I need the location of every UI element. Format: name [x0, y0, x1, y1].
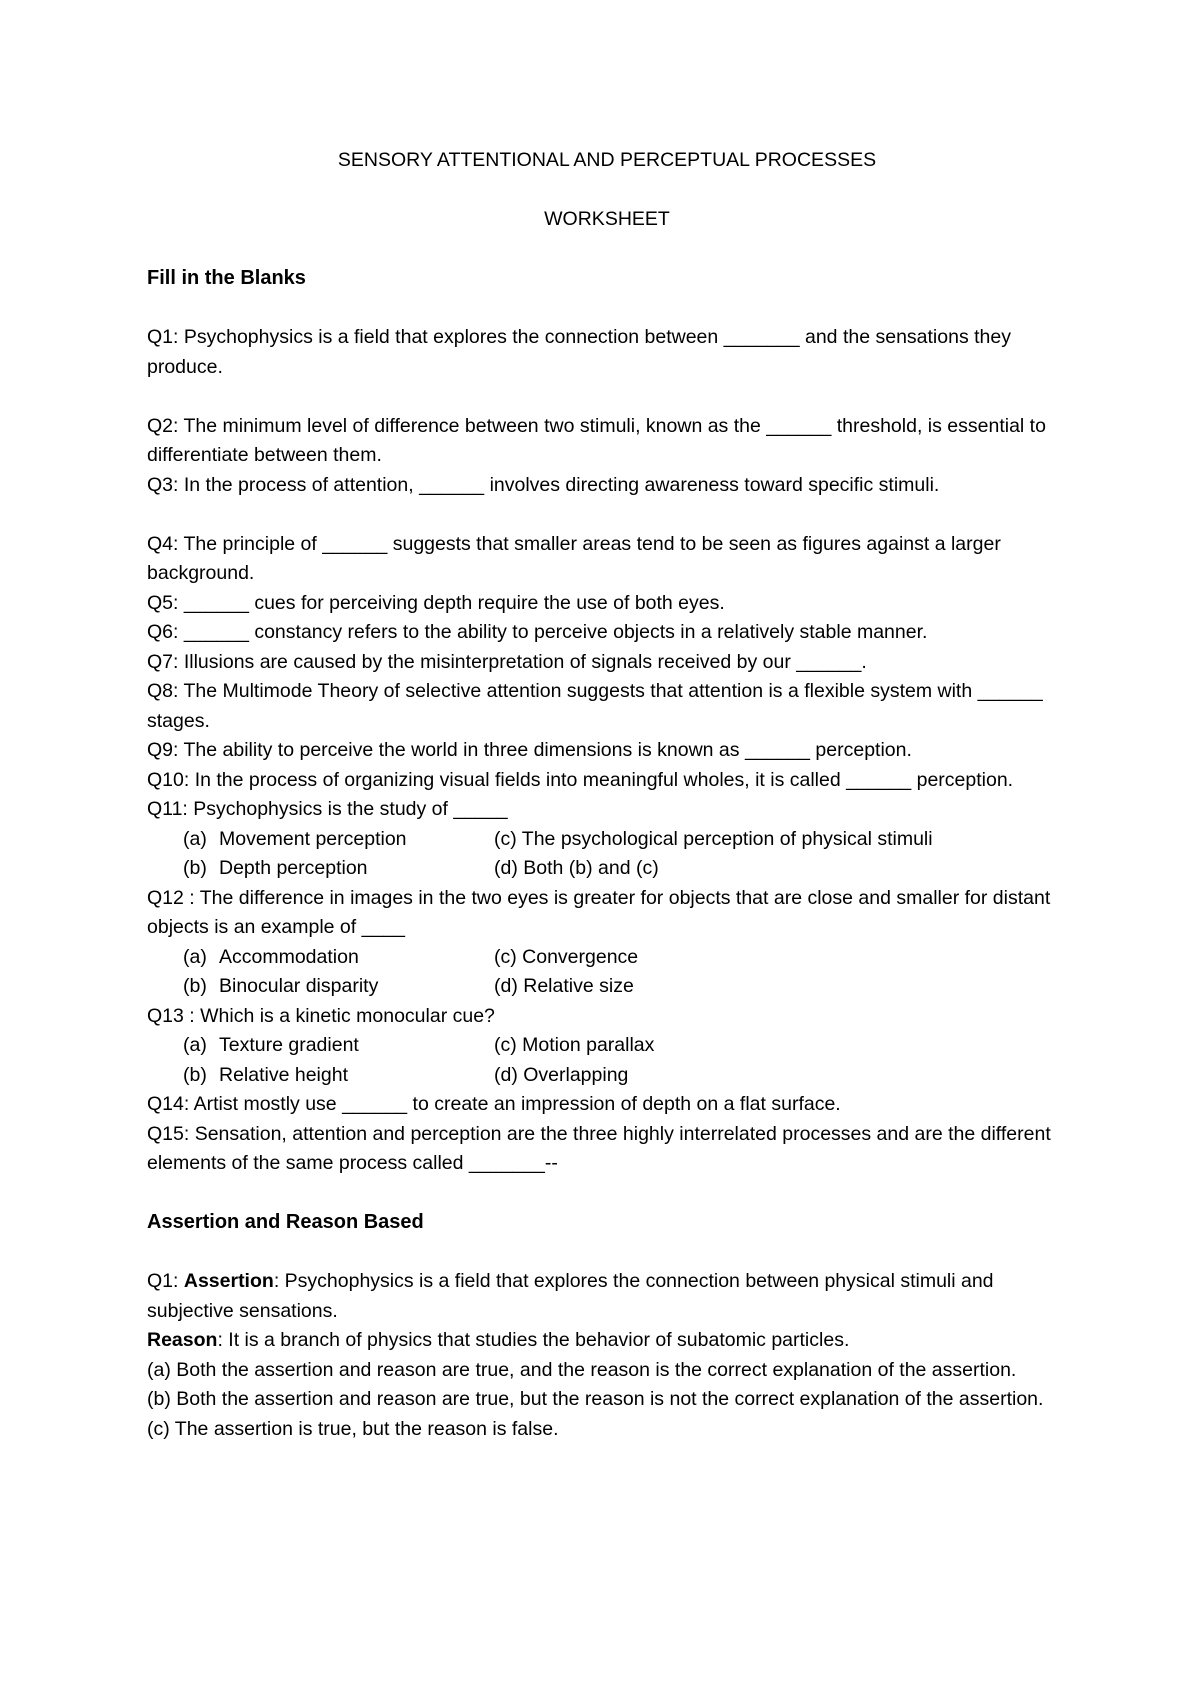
option-label: (b): [183, 857, 207, 879]
reason-label: Reason: [147, 1329, 218, 1351]
option-label: (b): [183, 975, 207, 997]
option-label: (b): [183, 1063, 207, 1086]
q12-options: [183, 943, 1067, 1002]
question-q7: Q7: Illusions are caused by the misinterpretation of signals received by our ______.: [147, 650, 867, 673]
question-q2: Q2: The minimum level of difference between two stimuli, known as the ______ threshold, is essential to differentiate between them.: [147, 414, 1046, 466]
option-label: (a): [183, 827, 207, 850]
option-d: (d) Relative size: [494, 975, 634, 997]
question-q9: Q9: The ability to perceive the world in three dimensions is known as ______ perception.: [147, 739, 912, 761]
option-d: (d) Overlapping: [494, 1063, 629, 1086]
question-q8: Q8: The Multimode Theory of selective attention suggests that attention is a flexible system with ______ stages.: [147, 680, 1043, 732]
section-heading-assertion-reason: Assertion and Reason Based: [147, 1211, 424, 1233]
question-q15: Q15: Sensation, attention and perception are the three highly interrelated processes and are the different elements of the same process called _______--: [147, 1122, 1051, 1174]
ar-option-c: (c) The assertion is true, but the reason is false.: [147, 1417, 559, 1440]
option-c: (c) Convergence: [494, 945, 639, 968]
ar-option-b: (b) Both the assertion and reason are true, but the reason is not the correct explanation of the assertion.: [147, 1388, 1044, 1410]
question-q12: Q12 : The difference in images in the two eyes is greater for objects that are close and smaller for distant objects is an example of ____: [147, 886, 1051, 938]
worksheet-content: [147, 146, 1067, 1444]
option-label: (a): [183, 1034, 207, 1056]
ar-question-reason: [147, 1326, 1067, 1356]
option-a: Texture gradient: [219, 1034, 359, 1056]
assertion-label: Assertion: [183, 1270, 274, 1292]
ar-question-number: Q1:: [147, 1270, 184, 1292]
document-subtitle: WORKSHEET: [544, 208, 670, 230]
q11-options: [183, 825, 1067, 884]
option-a: Movement perception: [219, 827, 407, 850]
option-b: Binocular disparity: [219, 975, 379, 997]
option-b: Relative height: [219, 1063, 348, 1086]
document-title: SENSORY ATTENTIONAL AND PERCEPTUAL PROCESSES: [337, 149, 877, 171]
question-q1: Q1: Psychophysics is a field that explores the connection between _______ and the sensations they produce.: [147, 326, 1011, 378]
question-q3: Q3: In the process of attention, ______ involves directing awareness toward specific stimuli.: [147, 473, 940, 496]
assertion-text: : Psychophysics is a field that explores the connection between physical stimuli and subjective sensations.: [147, 1270, 994, 1322]
question-q11: Q11: Psychophysics is the study of _____: [147, 798, 508, 820]
question-q13: Q13 : Which is a kinetic monocular cue?: [147, 1004, 495, 1027]
question-q14: Q14: Artist mostly use ______ to create an impression of depth on a flat surface.: [147, 1093, 841, 1115]
ar-option-a: (a) Both the assertion and reason are true, and the reason is the correct explanation of the assertion.: [147, 1358, 1017, 1381]
q13-options: [183, 1031, 1067, 1090]
question-q4: Q4: The principle of ______ suggests that smaller areas tend to be seen as figures against a larger background.: [147, 532, 1001, 584]
option-label: (a): [183, 945, 207, 968]
question-q6: Q6: ______ constancy refers to the ability to perceive objects in a relatively stable manner.: [147, 621, 928, 643]
option-a: Accommodation: [219, 945, 359, 968]
question-q10: Q10: In the process of organizing visual fields into meaningful wholes, it is called ______ perception.: [147, 768, 1014, 791]
option-b: Depth perception: [219, 857, 368, 879]
ar-question-assertion: [147, 1267, 1067, 1326]
option-d: (d) Both (b) and (c): [494, 857, 659, 879]
reason-text: : It is a branch of physics that studies the behavior of subatomic particles.: [217, 1329, 850, 1351]
section-heading-fill-blanks: Fill in the Blanks: [147, 267, 306, 289]
question-q5: Q5: ______ cues for perceiving depth require the use of both eyes.: [147, 591, 725, 614]
option-c: (c) The psychological perception of physical stimuli: [494, 827, 933, 850]
option-c: (c) Motion parallax: [494, 1034, 655, 1056]
